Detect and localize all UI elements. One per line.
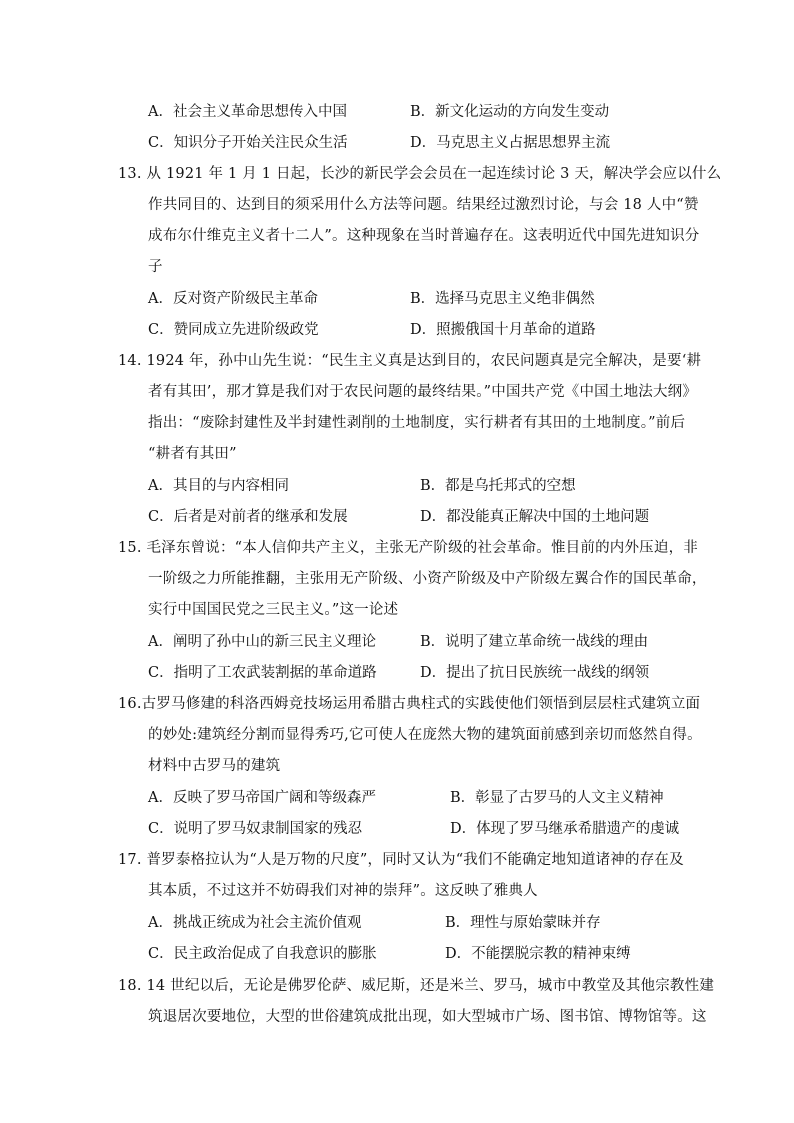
q13-option-a: A．反对资产阶级民主革命 [148, 291, 318, 307]
q17-option-c: C．民主政治促成了自我意识的膨胀 [148, 946, 377, 962]
q16-option-d: D．体现了罗马继承希腊遗产的虔诚 [450, 821, 680, 837]
q14-option-b: B．都是乌托邦式的空想 [420, 478, 576, 494]
q13-stem-line-4: 子 [148, 259, 163, 275]
q18-stem-line-2: 筑退居次要地位，大型的世俗建筑成批出现，如大型城市广场、图书馆、博物馆等。这 [148, 1009, 707, 1025]
q15-stem-line-3: 实行中国国民党之三民主义。”这一论述 [148, 602, 399, 618]
q17-option-a: A．挑战正统成为社会主流价值观 [148, 915, 362, 931]
q12-option-c: C．知识分子开始关注民众生活 [148, 135, 348, 151]
q12-option-a: A．社会主义革命思想传入中国 [148, 104, 347, 120]
q15-stem-line-1: 15. 毛泽东曾说：“本人信仰共产主义，主张无产阶级的社会革命。惟目前的内外压迫，非 [118, 540, 698, 556]
q12-option-b: B．新文化运动的方向发生变动 [410, 104, 610, 120]
q13-stem-line-3: 成布尔什维克主义者十二人”。这种现象在当时普遍存在。这表明近代中国先进知识分 [148, 228, 700, 244]
q18-stem-line-1: 18. 14 世纪以后，无论是佛罗伦萨、威尼斯，还是米兰、罗马，城市中教堂及其他宗教性建 [118, 978, 715, 994]
q17-option-b: B．理性与原始蒙昧并存 [445, 915, 601, 931]
q12-option-d: D．马克思主义占据思想界主流 [410, 135, 611, 151]
q16-option-b: B．彰显了古罗马的人文主义精神 [450, 790, 664, 806]
q17-option-d: D．不能摆脱宗教的精神束缚 [445, 946, 631, 962]
q16-option-c: C．说明了罗马奴隶制国家的残忍 [148, 821, 363, 837]
q14-stem-line-3: 指出：“废除封建性及半封建性剥削的土地制度，实行耕者有其田的土地制度。”前后 [148, 415, 686, 431]
q15-option-c: C．指明了工农武装割据的革命道路 [148, 665, 377, 681]
q17-stem-line-1: 17. 普罗泰格拉认为“人是万物的尺度”，同时又认为“我们不能确定地知道诸神的存在及 [118, 852, 684, 868]
q14-stem-line-4: “耕者有其田” [148, 446, 237, 462]
q14-option-a: A．其目的与内容相同 [148, 478, 289, 494]
q14-option-c: C．后者是对前者的继承和发展 [148, 509, 348, 525]
q17-stem-line-2: 其本质，不过这并不妨碍我们对神的崇拜”。这反映了雅典人 [148, 883, 538, 899]
q16-stem-line-2: 的妙处:建筑经分割而显得秀巧,它可使人在庞然大物的建筑面前感到亲切而悠然自得。 [148, 727, 702, 743]
q13-stem-line-1: 13. 从 1921 年 1 月 1 日起，长沙的新民学会会员在一起连续讨论 3 天，解决学会应以什么 [118, 166, 722, 182]
q15-stem-line-2: 一阶级之力所能推翻，主张用无产阶级、小资产阶级及中产阶级左翼合作的国民革命， [148, 571, 707, 587]
q13-stem-line-2: 作共同目的、达到目的须采用什么方法等问题。结果经过激烈讨论，与会 18 人中“赞 [148, 197, 699, 213]
q15-option-a: A．阐明了孙中山的新三民主义理论 [148, 634, 376, 650]
q13-option-c: C．赞同成立先进阶级政党 [148, 322, 319, 338]
q16-stem-line-1: 16.古罗马修建的科洛西姆竞技场运用希腊古典柱式的实践使他们领悟到层层柱式建筑立面 [118, 696, 701, 712]
q16-stem-line-3: 材料中古罗马的建筑 [148, 758, 281, 774]
q14-stem-line-1: 14. 1924 年，孙中山先生说：“民生主义真是达到目的，农民问题真是完全解决，是要‘耕 [118, 353, 702, 369]
q14-option-d: D．都没能真正解决中国的土地问题 [420, 509, 650, 525]
q14-stem-line-2: 者有其田’，那才算是我们对于农民问题的最终结果。”中国共产党《中国土地法大纲》 [148, 384, 698, 400]
q15-option-d: D．提出了抗日民族统一战线的纲领 [420, 665, 650, 681]
q15-option-b: B．说明了建立革命统一战线的理由 [420, 634, 649, 650]
q13-option-b: B．选择马克思主义绝非偶然 [410, 291, 595, 307]
q13-option-d: D．照搬俄国十月革命的道路 [410, 322, 596, 338]
q16-option-a: A．反映了罗马帝国广阔和等级森严 [148, 790, 376, 806]
